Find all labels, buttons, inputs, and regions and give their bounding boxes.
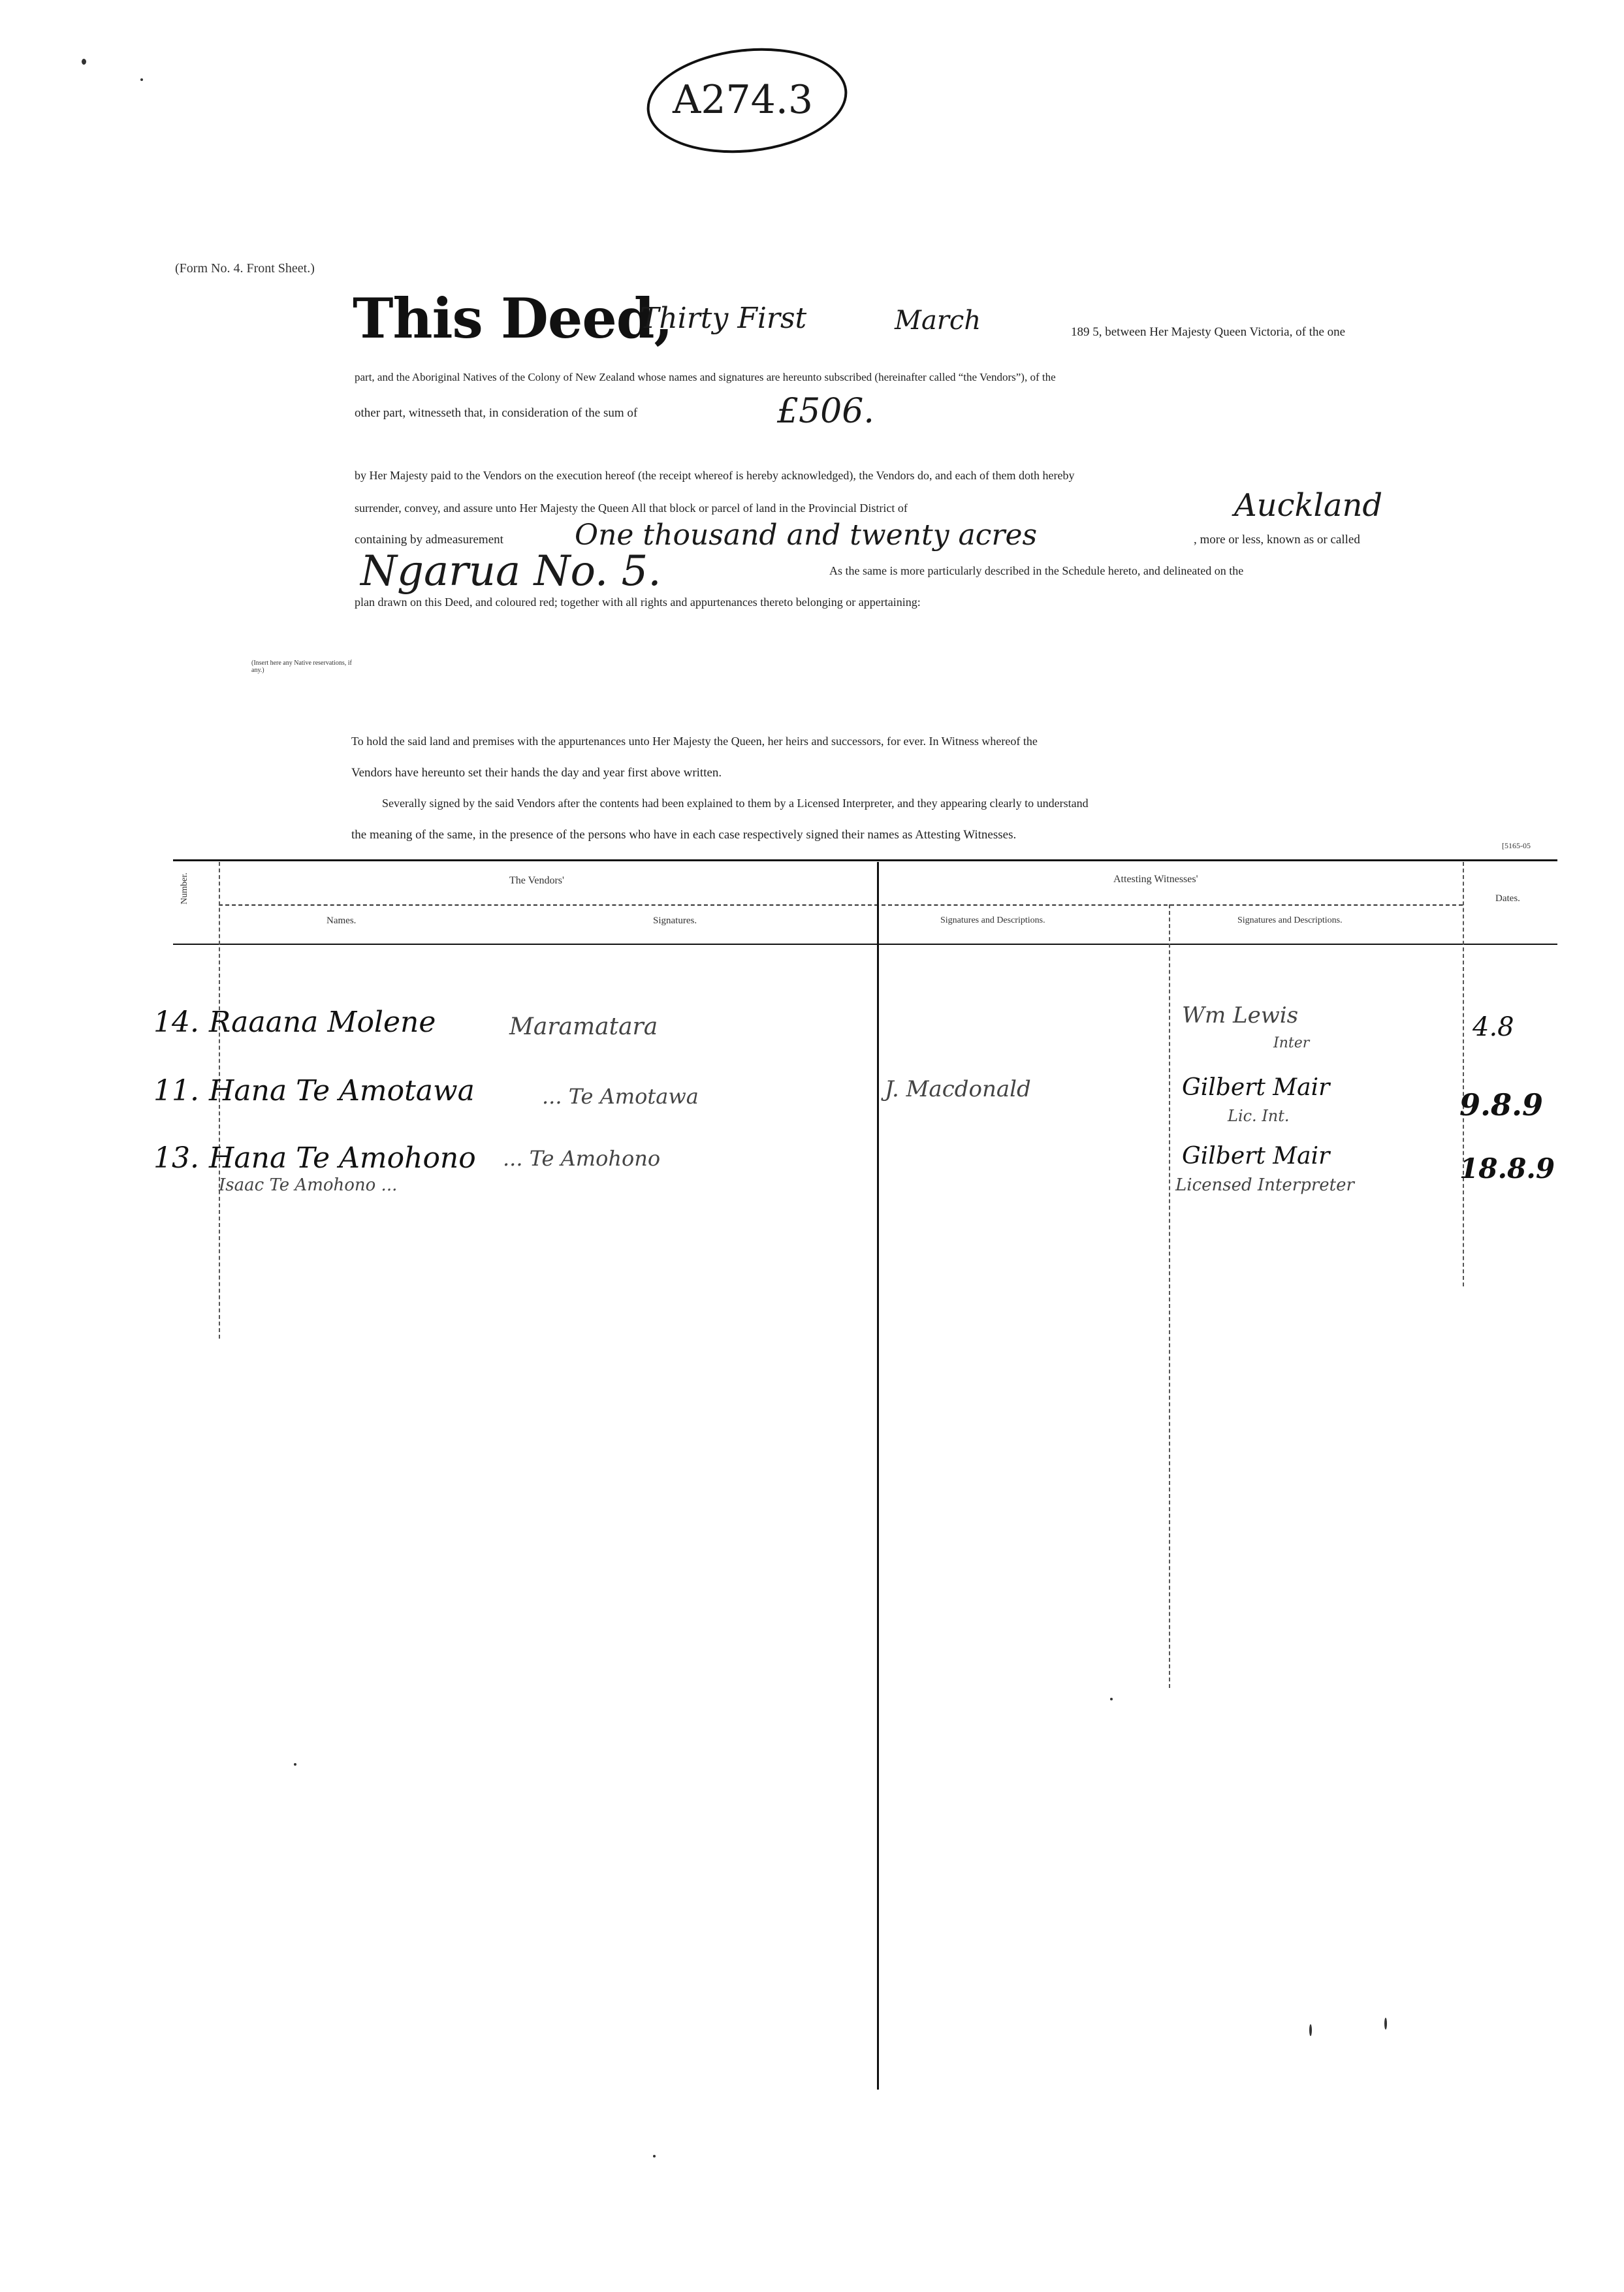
- row-date: 4.8: [1473, 1012, 1514, 1042]
- row-number: 14.: [153, 1006, 199, 1039]
- witness2-description: Licensed Interpreter: [1175, 1175, 1354, 1195]
- para2-line5: plan drawn on this Deed, and coloured red; together with all rights and appurtenances thereto belonging or appertaining:: [355, 596, 921, 609]
- vendor-name: Hana Te Amohono: [209, 1141, 476, 1175]
- vendor-name: Raaana Molene: [209, 1006, 436, 1039]
- para2-line3-a: containing by admeasurement: [355, 533, 503, 547]
- para2-line2: surrender, convey, and assure unto Her Majesty the Queen All that block or parcel of land in the Provincial District of: [355, 501, 908, 515]
- attestation-line1: Severally signed by the said Vendors after the contents had been explained to them by a Licensed Interpreter, and they appearing clearly to understand: [382, 797, 1089, 810]
- scan-speck: [1384, 2018, 1387, 2029]
- row-number: 11.: [153, 1074, 199, 1107]
- row-date: 9.8.9: [1459, 1087, 1544, 1122]
- scan-speck: [82, 59, 86, 65]
- vendor-name: Hana Te Amotawa: [209, 1074, 475, 1107]
- header-dates: Dates.: [1495, 893, 1520, 904]
- print-code: [5165-05: [1502, 841, 1531, 850]
- table-header-rule: [173, 944, 1557, 945]
- deed-day-handwritten: Thirty First: [640, 302, 807, 335]
- para2-line3-b: , more or less, known as or called: [1194, 533, 1360, 547]
- vendor-signature: ... Te Amohono: [503, 1146, 661, 1171]
- header-signatures: Signatures.: [653, 915, 697, 926]
- block-name-handwritten: Ngarua No. 5.: [360, 547, 661, 596]
- header-attesting-witnesses: Attesting Witnesses': [1113, 874, 1198, 885]
- deed-line1: 189 5, between Her Majesty Queen Victoria, of the one: [1071, 325, 1346, 339]
- witness2-signature: Gilbert Mair: [1182, 1143, 1330, 1170]
- vendor-name-note: Isaac Te Amohono ...: [219, 1175, 398, 1195]
- table-top-rule: [173, 859, 1557, 861]
- vendor-signature: ... Te Amotawa: [542, 1084, 699, 1109]
- row-date: 18.8.9: [1459, 1153, 1555, 1185]
- row-number: 13.: [153, 1141, 199, 1175]
- sum-handwritten: £506.: [777, 392, 874, 431]
- header-witness-signatures-1: Signatures and Descriptions.: [940, 915, 1045, 925]
- header-names: Names.: [326, 915, 357, 926]
- margin-note: (Insert here any Native reservations, if any.): [251, 660, 352, 674]
- deed-title: This Deed,: [353, 286, 673, 351]
- deed-line3: other part, witnesseth that, in consideration of the sum of: [355, 406, 638, 420]
- header-witness-signatures-2: Signatures and Descriptions.: [1237, 915, 1343, 925]
- para2-line1: by Her Majesty paid to the Vendors on the execution hereof (the receipt whereof is hereby acknowledged), the Vendors do, and each of them doth hereby: [355, 469, 1075, 482]
- scan-speck: [294, 1763, 296, 1766]
- witness1-signature: J. Macdonald: [885, 1076, 1031, 1102]
- header-vendors: The Vendors': [509, 875, 564, 886]
- witnesses-subheader-rule: [882, 904, 1463, 906]
- scan-speck: [1110, 1698, 1113, 1700]
- witness2-description: Lic. Int.: [1228, 1107, 1290, 1125]
- habendum-line2: Vendors have hereunto set their hands the day and year first above written.: [351, 766, 722, 780]
- witness2-description: Inter: [1273, 1035, 1310, 1051]
- area-handwritten: One thousand and twenty acres: [575, 518, 1038, 552]
- habendum-line1: To hold the said land and premises with the appurtenances unto Her Majesty the Queen, her heirs and successors, for ever. In Witness whereof the: [351, 735, 1038, 748]
- para2-line4: As the same is more particularly described in the Schedule hereto, and delineated on the: [829, 564, 1244, 577]
- deed-line2: part, and the Aboriginal Natives of the Colony of New Zealand whose names and signatures are hereunto subscribed (hereinafter called “the Vendors”), of the: [355, 371, 1056, 383]
- witness2-signature: Wm Lewis: [1182, 1002, 1299, 1028]
- vendors-witnesses-divider: [877, 862, 879, 2090]
- deed-month-handwritten: March: [895, 306, 981, 336]
- vendors-subheader-rule: [219, 904, 878, 906]
- attestation-line2: the meaning of the same, in the presence of the persons who have in each case respectively signed their names as Attesting Witnesses.: [351, 828, 1017, 842]
- district-handwritten: Auckland: [1234, 487, 1383, 524]
- form-label: (Form No. 4. Front Sheet.): [175, 261, 315, 276]
- scan-speck: [1309, 2024, 1312, 2036]
- reference-number: A274.3: [673, 77, 814, 123]
- header-number: Number.: [180, 872, 189, 904]
- scan-speck: [653, 2155, 656, 2157]
- scan-speck: [140, 78, 143, 81]
- vendor-signature: Maramatara: [509, 1013, 658, 1040]
- witness-columns-divider: [1169, 904, 1170, 1688]
- dates-column-divider: [1463, 862, 1464, 1286]
- witness2-signature: Gilbert Mair: [1182, 1074, 1330, 1101]
